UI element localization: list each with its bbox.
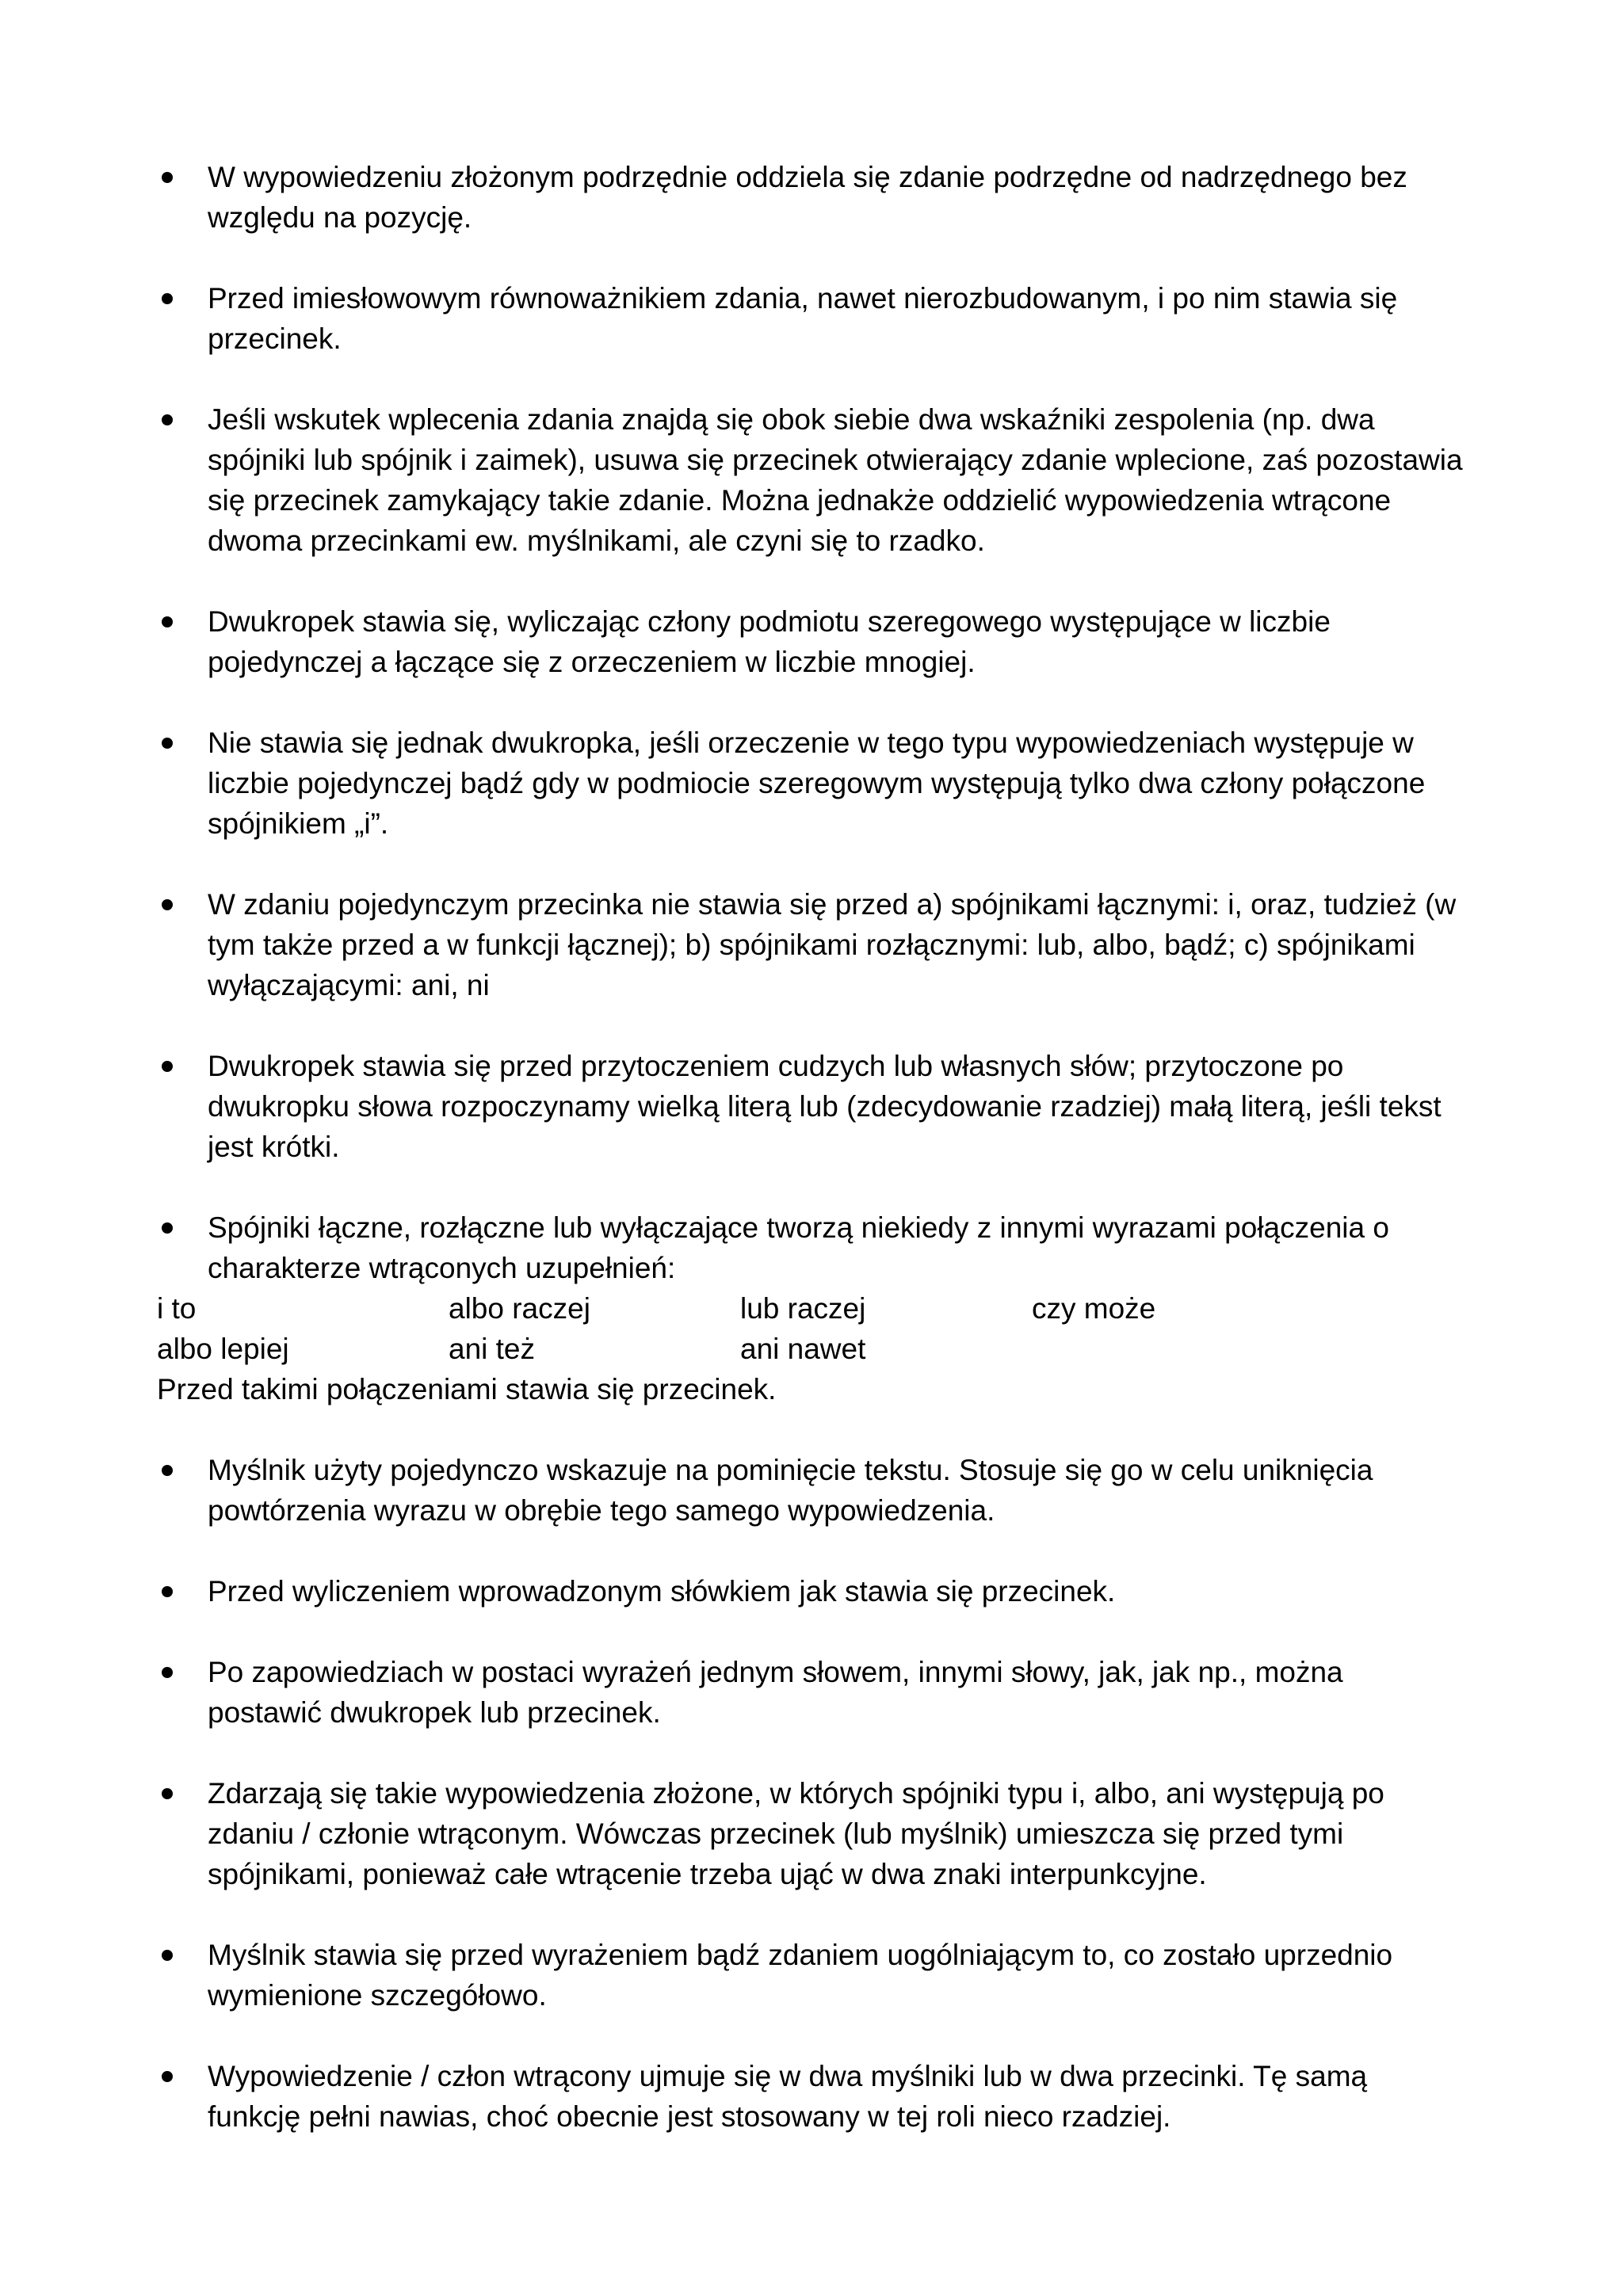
- list-item: [157, 723, 1465, 844]
- bullet-icon: [162, 293, 173, 304]
- list-item-text: Jeśli wskutek wplecenia zdania znajdą się obok siebie dwa wskaźniki zespolenia (np. dwa spójniki lub spójnik i zaimek), usuwa się przecinek otwierający zdanie wplecione, zaś pozostawia się przecinek zamykający takie zdanie. Można jednakże oddzielić wypowiedzenia wtrącone dwoma przecinkami ew. myślnikami, ale czyni się to rzadko.: [208, 403, 1463, 557]
- list-item: [157, 278, 1465, 359]
- bullet-icon: [162, 1222, 173, 1234]
- list-item: [157, 399, 1465, 561]
- list-item-text: Nie stawia się jednak dwukropka, jeśli orzeczenie w tego typu wypowiedzeniach występuje w liczbie pojedynczej bądź gdy w podmiocie szeregowym występują tylko dwa człony połączone spójnikiem „i”.: [208, 727, 1426, 840]
- list-item-text: Dwukropek stawia się, wyliczając człony podmiotu szeregowego występujące w liczbie pojedynczej a łączące się z orzeczeniem w liczbie mnogiej.: [208, 605, 1331, 678]
- bullet-icon: [162, 616, 173, 627]
- list-item: [157, 1571, 1465, 1611]
- bullet-icon: [162, 1586, 173, 1597]
- bullet-icon: [162, 1667, 173, 1678]
- list-item-text: Przed wyliczeniem wprowadzonym słówkiem jak stawia się przecinek.: [208, 1575, 1116, 1608]
- list-item: [157, 1935, 1465, 2016]
- list-item: [157, 1046, 1465, 1167]
- list-item-text: Spójniki łączne, rozłączne lub wyłączające tworzą niekiedy z innymi wyrazami połączenia o charakterze wtrąconych uzupełnień:: [208, 1211, 1389, 1284]
- conjunction-cell: lub raczej: [740, 1292, 866, 1325]
- list-item: [157, 1207, 1465, 1409]
- conjunction-cell: albo raczej: [449, 1292, 590, 1325]
- conjunction-row: [157, 1288, 1465, 1329]
- bullet-icon: [162, 414, 173, 425]
- conjunction-note: Przed takimi połączeniami stawia się przecinek.: [157, 1373, 777, 1405]
- list-item: [157, 2056, 1465, 2137]
- list-item: [157, 1773, 1465, 1894]
- bullet-icon: [162, 2071, 173, 2082]
- conjunction-table: [157, 1288, 1465, 1369]
- list-item-text: Myślnik stawia się przed wyrażeniem bądź zdaniem uogólniającym to, co zostało uprzednio wymienione szczegółowo.: [208, 1939, 1393, 2012]
- list-item-text: Zdarzają się takie wypowiedzenia złożone, w których spójniki typu i, albo, ani występują po zdaniu / członie wtrąconym. Wówczas przecinek (lub myślnik) umieszcza się przed tymi spójnikami, ponieważ całe wtrącenie trzeba ująć w dwa znaki interpunkcyjne.: [208, 1777, 1384, 1890]
- list-item: [157, 884, 1465, 1005]
- list-item: [157, 1450, 1465, 1531]
- bullet-icon: [162, 172, 173, 183]
- conjunction-row: [157, 1329, 1465, 1369]
- conjunction-cell: ani nawet: [740, 1333, 866, 1365]
- bullet-list: [157, 157, 1465, 2177]
- conjunction-cell: ani też: [449, 1333, 536, 1365]
- list-item: [157, 1652, 1465, 1733]
- list-item-text: Dwukropek stawia się przed przytoczeniem cudzych lub własnych słów; przytoczone po dwukropku słowa rozpoczynamy wielką literą lub (zdecydowanie rzadziej) małą literą, jeśli tekst jest krótki.: [208, 1050, 1442, 1163]
- bullet-icon: [162, 1061, 173, 1072]
- list-item-text: Wypowiedzenie / człon wtrącony ujmuje się w dwa myślniki lub w dwa przecinki. Tę samą funkcję pełni nawias, choć obecnie jest stosowany w tej roli nieco rzadziej.: [208, 2060, 1368, 2133]
- list-item-text: Po zapowiedziach w postaci wyrażeń jednym słowem, innymi słowy, jak, jak np., można postawić dwukropek lub przecinek.: [208, 1656, 1343, 1729]
- conjunction-cell: albo lepiej: [157, 1333, 289, 1365]
- list-item-text: Przed imiesłowowym równoważnikiem zdania, nawet nierozbudowanym, i po nim stawia się przecinek.: [208, 282, 1398, 355]
- bullet-icon: [162, 738, 173, 749]
- bullet-icon: [162, 1788, 173, 1799]
- bullet-icon: [162, 1465, 173, 1476]
- list-item: [157, 601, 1465, 682]
- bullet-icon: [162, 1950, 173, 1961]
- list-item: [157, 157, 1465, 238]
- list-item-text: Myślnik użyty pojedynczo wskazuje na pominięcie tekstu. Stosuje się go w celu uniknięcia powtórzenia wyrazu w obrębie tego samego wypowiedzenia.: [208, 1454, 1373, 1527]
- conjunction-cell: i to: [157, 1292, 197, 1325]
- list-item-text: W wypowiedzeniu złożonym podrzędnie oddziela się zdanie podrzędne od nadrzędnego bez względu na pozycję.: [208, 161, 1407, 234]
- conjunction-cell: czy może: [1032, 1292, 1156, 1325]
- list-item-text: W zdaniu pojedynczym przecinka nie stawia się przed a) spójnikami łącznymi: i, oraz, tudzież (w tym także przed a w funkcji łącznej); b) spójnikami rozłącznymi: lub, albo, bądź; c) spójnikami wyłączającymi: ani, ni: [208, 888, 1457, 1001]
- bullet-icon: [162, 899, 173, 910]
